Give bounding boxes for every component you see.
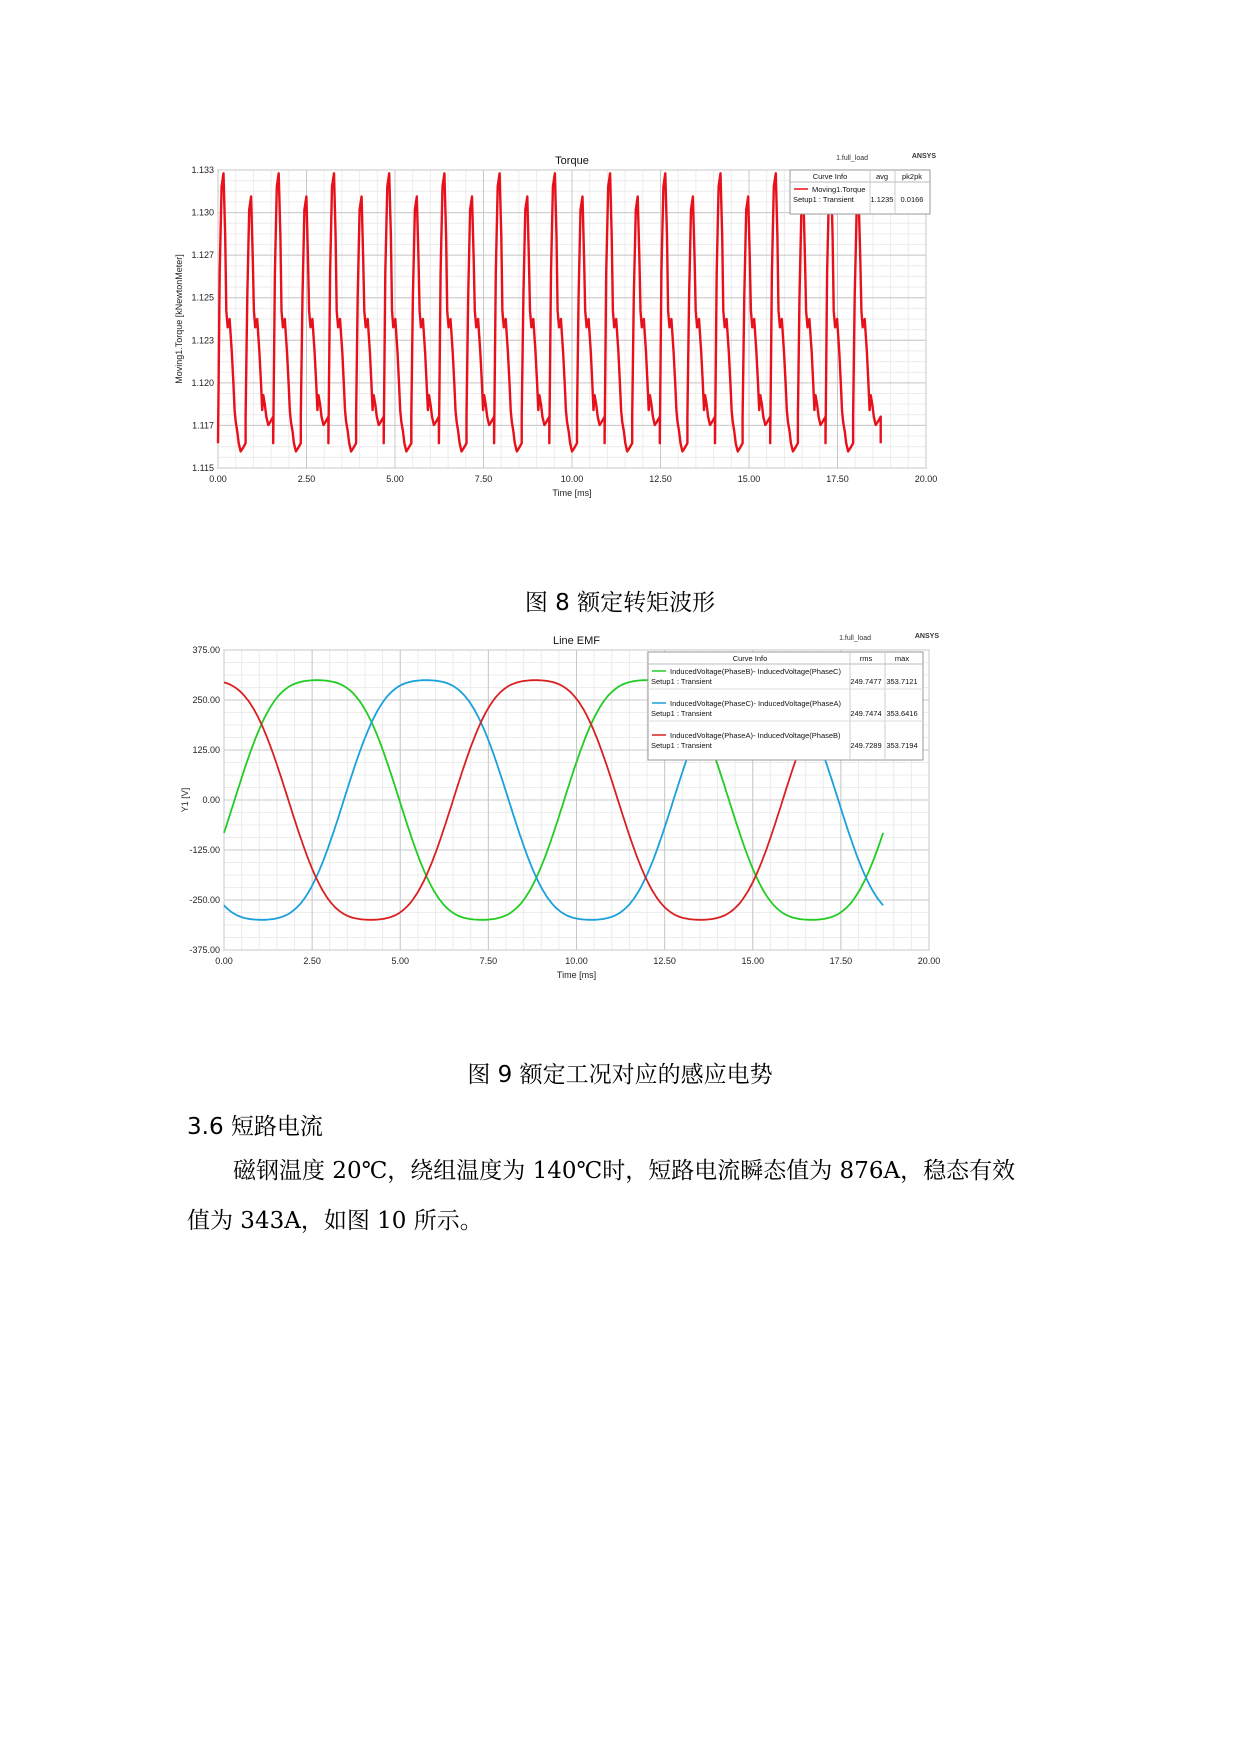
x-tick-label: 17.50 (826, 474, 849, 484)
x-tick-label: 2.50 (297, 474, 316, 484)
x-tick-label: 0.00 (215, 956, 233, 966)
legend-stat2-value: 353.6416 (886, 709, 918, 718)
legend-header-info: Curve Info (732, 654, 768, 663)
legend-stat1-value: 249.7477 (850, 677, 882, 686)
section-paragraph-line2 (187, 1196, 1057, 1246)
chart-title: Torque (555, 155, 589, 167)
x-tick-label: 20.00 (914, 474, 938, 484)
y-tick-label: 1.123 (191, 335, 214, 346)
corner-label-run: 1.full_load (836, 155, 868, 162)
x-tick-label: 17.50 (829, 956, 853, 966)
x-tick-label: 7.50 (479, 956, 498, 966)
legend-stat1-value: 249.7289 (850, 741, 882, 750)
legend-stat1-value: 249.7474 (850, 709, 882, 718)
y-tick-label: 1.125 (191, 292, 214, 303)
legend-series-setup: Setup1 : Transient (651, 677, 712, 686)
x-tick-label: 12.50 (649, 474, 672, 484)
x-tick-label: 10.00 (565, 956, 588, 966)
legend-stat2-value: 353.7121 (886, 677, 918, 686)
line-emf-chart (180, 633, 1070, 1033)
figure9-caption: 图 9 额定工况对应的感应电势 (467, 1062, 773, 1088)
x-tick-label: 2.50 (303, 956, 321, 966)
figure8-caption: 图 8 额定转矩波形 (524, 590, 716, 616)
legend-series-name: InducedVoltage(PhaseB)- InducedVoltage(PhaseC) (670, 667, 841, 676)
legend-header-stat1: rms (859, 654, 873, 663)
y-tick-label: 250.00 (192, 695, 220, 705)
y-tick-label: 1.133 (191, 165, 214, 175)
section-heading: 3.6 短路电流 (187, 1114, 323, 1140)
y-tick-label: 1.130 (191, 207, 214, 218)
x-tick-label: 20.00 (917, 956, 941, 966)
chart-title: Line EMF (552, 635, 601, 647)
y-tick-label: 1.117 (192, 420, 214, 431)
x-tick-label: 5.00 (386, 474, 404, 484)
legend-series-setup: Setup1 : Transient (651, 709, 712, 718)
y-tick-label: 0.00 (202, 795, 220, 805)
legend-header-stat1: avg (875, 172, 889, 181)
legend-series-setup: Setup1 : Transient (651, 741, 712, 750)
legend-series-setup: Setup1 : Transient (793, 195, 854, 204)
paragraph-text-1: 磁钢温度 20℃，绕组温度为 140℃时，短路电流瞬态值为 876A，稳态有效 (233, 1158, 1016, 1184)
legend-header-stat2: pk2pk (901, 172, 923, 181)
y-axis-label: Moving1.Torque [kNewtonMeter] (174, 254, 184, 384)
y-tick-label: -375.00 (189, 945, 220, 955)
x-tick-label: 7.50 (474, 474, 493, 484)
y-axis-label: Y1 [V] (180, 787, 190, 813)
y-tick-label: -125.00 (189, 845, 220, 855)
legend-box (648, 652, 923, 760)
corner-label-ansys: ANSYS (911, 153, 936, 160)
y-tick-label: 1.120 (191, 377, 214, 388)
section-paragraph-line1 (187, 1146, 1057, 1196)
x-tick-label: 15.00 (737, 474, 761, 484)
y-tick-label: -250.00 (189, 895, 220, 905)
corner-label-ansys: ANSYS (914, 633, 939, 640)
corner-label-run: 1.full_load (839, 635, 871, 642)
legend-stat2-value: 353.7194 (886, 741, 918, 750)
paragraph-text-2: 值为 343A，如图 10 所示。 (187, 1208, 483, 1234)
torque-chart (174, 153, 1060, 555)
legend-series-name: InducedVoltage(PhaseA)- InducedVoltage(PhaseB) (670, 731, 841, 740)
x-axis-label: Time [ms] (556, 970, 597, 980)
legend-header-info: Curve Info (812, 172, 848, 181)
y-tick-label: 375.00 (192, 645, 220, 655)
legend-series-name: InducedVoltage(PhaseC)- InducedVoltage(PhaseA) (670, 699, 841, 708)
y-tick-label: 125.00 (192, 745, 220, 755)
legend-stat1-value: 1.1235 (870, 195, 894, 204)
torque-chart-svg (174, 153, 1060, 555)
legend-stat2-value: 0.0166 (900, 195, 924, 204)
y-tick-label: 1.115 (192, 463, 214, 473)
x-axis-label: Time [ms] (552, 488, 592, 498)
x-tick-label: 10.00 (560, 474, 584, 484)
legend-box (790, 170, 930, 214)
x-tick-label: 0.00 (209, 474, 227, 484)
y-tick-label: 1.127 (191, 250, 214, 261)
line-emf-chart-svg (180, 633, 1070, 1033)
x-tick-label: 15.00 (741, 956, 765, 966)
x-tick-label: 5.00 (391, 956, 410, 966)
legend-header-stat2: max (894, 654, 910, 663)
legend-series-name: Moving1.Torque (812, 185, 866, 194)
x-tick-label: 12.50 (653, 956, 676, 966)
